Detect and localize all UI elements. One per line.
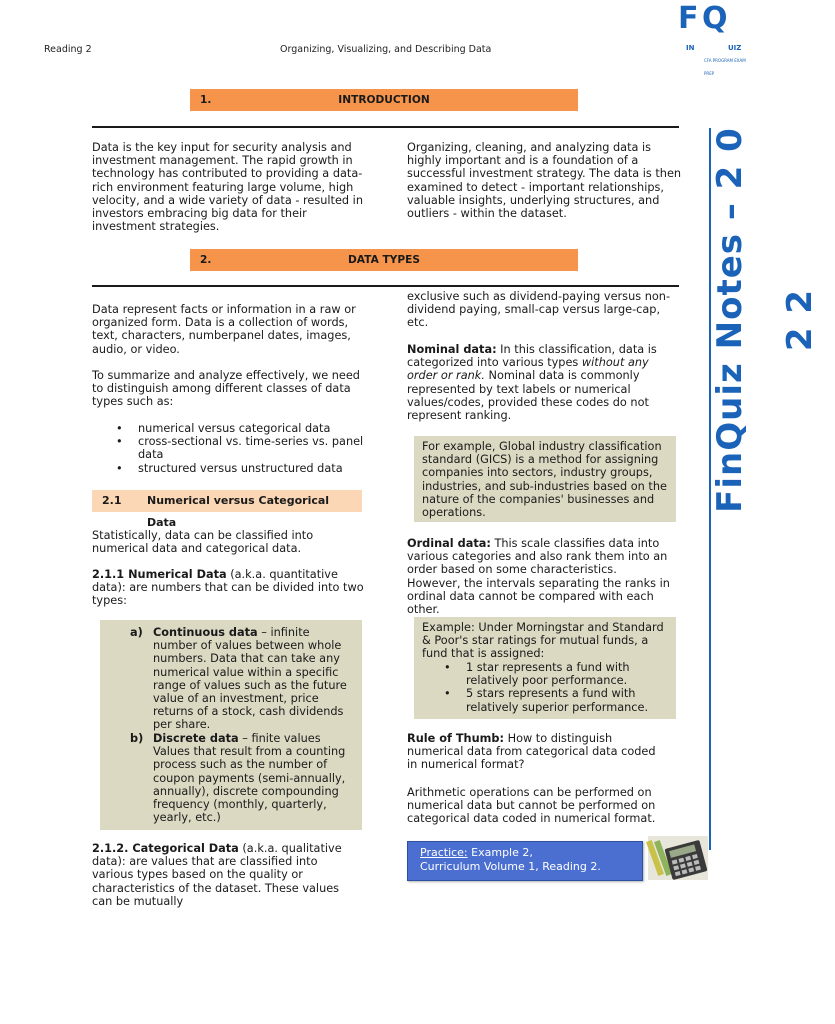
- intro-right-paragraph: Organizing, cleaning, and analyzing data is highly important and is a foundation of a successful investment strategy. The data is then examined to detect - important relationships, valuable insights, underlying structures, and outliers - within the dataset.: [407, 141, 682, 221]
- list-item: • 5 stars represents a fund with relatively superior performance.: [444, 687, 649, 714]
- nominal-data-paragraph: Nominal data: In this classification, data is categorized into various types without any order or rank. Nominal data is commonly represented by text labels or numerical values/codes, provided these codes do not represent ranking.: [407, 343, 657, 423]
- categorical-data-paragraph: 2.1.2. Categorical Data (a.k.a. qualitative data): are values that are classified into various types based on the quality or characteristics of the dataset. These values can be mutually: [92, 842, 342, 908]
- data-types-paragraph: Data represent facts or information in a raw or organized form. Data is a collection of words, text, characters, numberpanel dates, images, audio, or video.: [92, 303, 356, 356]
- categorical-continued-paragraph: exclusive such as dividend-paying versus non-dividend paying, small-cap versus large-cap, etc.: [407, 290, 671, 330]
- star-rating-example-box: [414, 617, 676, 719]
- list-item: • 1 star represents a fund with relatively poor performance.: [444, 661, 630, 688]
- rule-of-thumb-paragraph-2: Arithmetic operations can be performed on numerical data but cannot be performed on categorical data coded in numerical format.: [407, 786, 656, 826]
- section-bar-introduction: [190, 89, 578, 111]
- subsection-title: Numerical versus Categorical Data: [147, 494, 330, 529]
- item-label-a: a): [130, 626, 143, 639]
- ordinal-data-heading: Ordinal data:: [407, 537, 491, 550]
- data-types-paragraph-2: To summarize and analyze effectively, we need to distinguish among different classes of data types such as:: [92, 369, 360, 409]
- nominal-data-heading: Nominal data:: [407, 343, 497, 356]
- numerical-data-paragraph: 2.1.1 Numerical Data (a.k.a. quantitative data): are numbers that can be divided into two types:: [92, 568, 364, 608]
- ordinal-data-paragraph: Ordinal data: This scale classifies data into various categories and also rank them into an order based on some characteristics. However, the intervals separating the ranks in ordinal data cannot be compared with each other.: [407, 537, 670, 617]
- finquiz-logo: F IN Q UIZ CFA PROGRAM EXAM PREP: [678, 1, 746, 77]
- numerical-types-box: [100, 620, 362, 830]
- discrete-data-item: Discrete data – finite values Values that result from a counting process such as the number of coupon payments (semi-annually, annually), discrete compounding frequency (monthly, quarterly, yearly, etc.): [153, 732, 346, 825]
- list-item: • structured versus unstructured data: [116, 461, 343, 475]
- subsection-number: 2.1: [102, 494, 122, 507]
- practice-reference: Curriculum Volume 1, Reading 2.: [420, 859, 601, 873]
- calculator-icon: [648, 836, 708, 880]
- rule-of-thumb-heading: Rule of Thumb:: [407, 732, 504, 745]
- list-item: • numerical versus categorical data: [116, 422, 331, 435]
- gics-example-box: [414, 436, 676, 522]
- subsection-bar-2-1: [92, 490, 362, 529]
- star-rating-list: [442, 661, 670, 714]
- classification-paragraph: Statistically, data can be classified into numerical data and categorical data.: [92, 529, 314, 556]
- section-divider: [92, 285, 679, 287]
- section-number: 1.: [200, 94, 212, 106]
- side-title: FinQuiz Notes – 2 0 2 2: [710, 127, 820, 513]
- numerical-data-heading: 2.1.1 Numerical Data: [92, 568, 227, 581]
- header-title: Organizing, Visualizing, and Describing Data: [280, 44, 492, 55]
- section-bar-data-types: [190, 249, 578, 271]
- practice-label: Practice:: [420, 846, 468, 859]
- header-reading: Reading 2: [44, 44, 92, 55]
- section-title: INTRODUCTION: [338, 94, 430, 106]
- data-types-list: [114, 422, 364, 475]
- continuous-data-item: Continuous data – infinite number of values between whole numbers. Data that can take any numerical value within a specific range of values such as the future value of an investment, price returns of a stock, cash dividends per share.: [153, 626, 347, 732]
- rule-of-thumb-paragraph: Rule of Thumb: How to distinguish numerical data from categorical data coded in numerical format?: [407, 732, 656, 772]
- section-title: DATA TYPES: [348, 254, 420, 266]
- section-number: 2.: [200, 254, 212, 266]
- categorical-data-heading: 2.1.2. Categorical Data: [92, 842, 239, 855]
- star-rating-intro: Example: Under Morningstar and Standard & Poor's star ratings for mutual funds, a fund that is assigned:: [422, 621, 664, 661]
- section-divider: [92, 126, 679, 128]
- gics-example-text: For example, Global industry classification standard (GICS) is a method for assigning companies into sectors, industry groups, industries, and sub-industries based on the nature of the companies' businesses and operations.: [422, 440, 667, 520]
- intro-left-paragraph: Data is the key input for security analysis and investment management. The rapid growth in technology has contributed to providing a data-rich environment featuring large volume, high velocity, and a wide variety of data - resulted in investors embracing big data for their investment strategies.: [92, 141, 363, 234]
- item-label-b: b): [130, 732, 144, 745]
- practice-callout: Practice: Example 2, Curriculum Volume 1, Reading 2.: [407, 841, 643, 881]
- list-item: • cross-sectional vs. time-series vs. panel data: [116, 435, 364, 462]
